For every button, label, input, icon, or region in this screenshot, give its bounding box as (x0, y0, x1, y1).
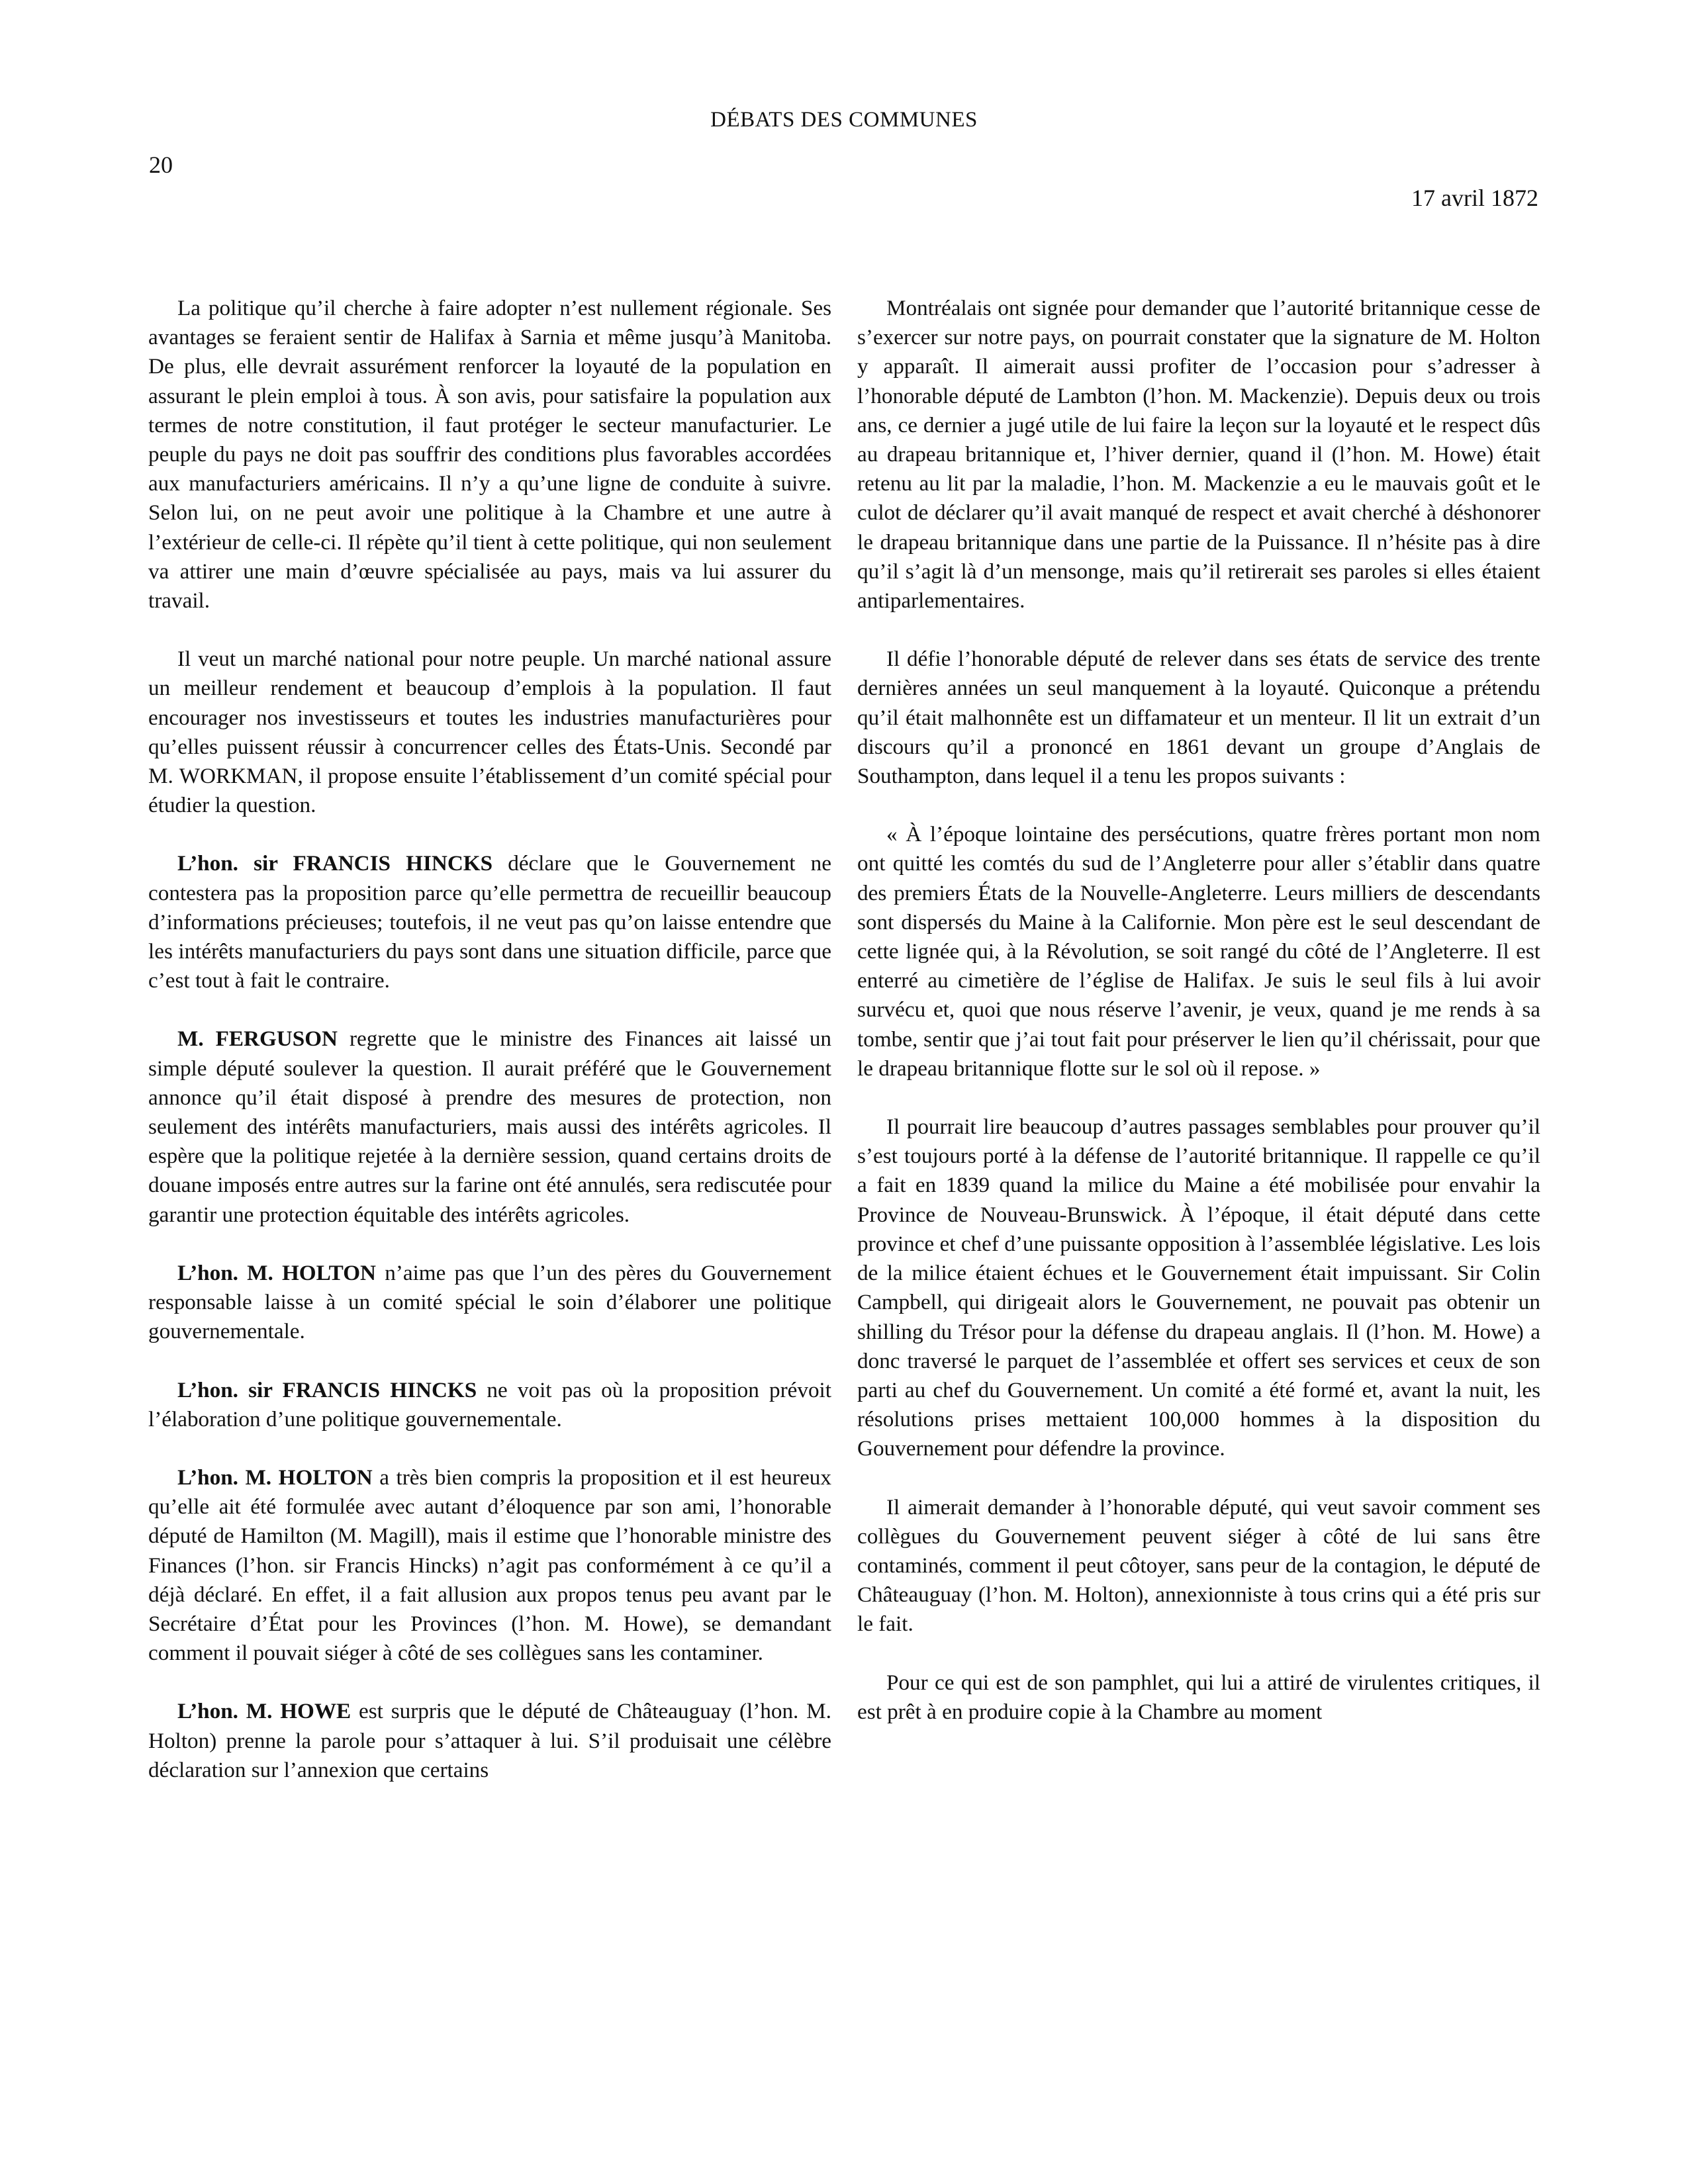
speaker-name: L’hon. M. HOLTON (177, 1465, 373, 1490)
paragraph (857, 294, 1540, 615)
paragraph (857, 645, 1540, 791)
paragraph (148, 1024, 831, 1229)
paragraph-text: « À l’époque lointaine des persécutions, quatre frères portant mon nom ont quitté les comtés du sud de l’Angleterre pour aller s’établir dans quatre des premiers États de la Nouvelle-Angleterre. Leurs milliers de descendants sont dispersés du Maine à la Californie. Mon père est le seul descendant de cette lignée qui, à la Révolution, se soit rangé du côté de l’Angleterre. Il est enterré au cimetière de l’église de Halifax. Je suis le seul fils à lui avoir survécu et, quoi que nous réserve l’avenir, je veux, quand je me rends à sa tombe, sentir que j’ai tout fait pour préserver le lien qu’il chérissait, pour que le drapeau britannique flotte sur le sol où il repose. » (857, 822, 1540, 1081)
paragraph-text: Il défie l’honorable député de relever dans ses états de service des trente dernières années un seul manquement à la loyauté. Quiconque a prétendu qu’il était malhonnête est un diffamateur et un menteur. Il lit un extrait d’un discours qu’il a prononcé en 1861 devant un groupe d’Anglais de Southampton, dans lequel il a tenu les propos suivants : (857, 647, 1540, 789)
paragraph (148, 1376, 831, 1434)
speaker-name: M. FERGUSON (177, 1026, 338, 1052)
quotation-paragraph (857, 820, 1540, 1083)
paragraph-text: n’aime pas que l’un des pères du Gouvernement responsable laisse à un comité spécial le soin d’élaborer une politique gouvernementale. (148, 1260, 831, 1344)
paragraph (857, 1113, 1540, 1463)
speaker-name: L’hon. sir FRANCIS HINCKS (177, 1377, 477, 1402)
paragraph-text: Il veut un marché national pour notre peuple. Un marché national assure un meilleur rendement et beaucoup d’emplois à la population. Il faut encourager nos investisseurs et toutes les industries manufacturières pour qu’elles puissent réussir à concurrencer celles des États-Unis. Secondé par M. WORKMAN, il propose ensuite l’établissement d’un comité spécial pour étudier la question. (148, 647, 831, 818)
right-column (857, 294, 1540, 1756)
speaker-name: L’hon. sir FRANCIS HINCKS (177, 851, 493, 876)
speaker-name: L’hon. M. HOLTON (177, 1260, 376, 1285)
paragraph-text: ne voit pas où la proposition prévoit l’élaboration d’une politique gouvernementale. (148, 1377, 831, 1432)
page-header-title: DÉBATS DES COMMUNES (710, 108, 978, 132)
paragraph-text: La politique qu’il cherche à faire adopter n’est nullement régionale. Ses avantages se feraient sentir de Halifax à Sarnia et même jusqu’à Manitoba. De plus, elle devrait assurément renforcer la loyauté de la population en assurant le plein emploi à tous. À son avis, pour satisfaire la population aux termes de notre constitution, il faut protéger le secteur manufacturier. Le peuple du pays ne doit pas souffrir des conditions plus favorables accordées aux manufacturiers américains. Il n’y a qu’une ligne de conduite à suivre. Selon lui, on ne peut avoir une politique à la Chambre et une autre à l’extérieur de celle-ci. Il répète qu’il tient à cette politique, qui non seulement va attirer une main d’œuvre spécialisée au pays, mais va lui assurer du travail. (148, 296, 831, 614)
paragraph-text: Montréalais ont signée pour demander que l’autorité britannique cesse de s’exercer sur notre pays, on pourrait constater que la signature de M. Holton y apparaît. Il aimerait aussi profiter de l’occasion pour s’adresser à l’honorable député de Lambton (l’hon. M. Mackenzie). Depuis deux ou trois ans, ce dernier a jugé utile de lui faire la leçon sur la loyauté et le respect dûs au drapeau britannique et, l’hiver dernier, quand il (l’hon. M. Howe) était retenu au lit par la maladie, l’hon. M. Mackenzie a eu le mauvais goût et le culot de déclarer qu’il avait manqué de respect et avait cherché à déshonorer le drapeau britannique dans une partie de la Puissance. Il n’hésite pas à dire qu’il s’agit là d’un mensonge, mais qu’il retirerait ses paroles si elles étaient antiparlementaires. (857, 296, 1540, 614)
speaker-name: L’hon. M. HOWE (177, 1699, 352, 1724)
paragraph (148, 294, 831, 615)
paragraph (148, 1259, 831, 1347)
page-date: 17 avril 1872 (1411, 185, 1538, 211)
paragraph-text: Pour ce qui est de son pamphlet, qui lui a attiré de virulentes critiques, il est prêt à en produire copie à la Chambre au moment (857, 1670, 1540, 1724)
page-number: 20 (149, 152, 173, 178)
paragraph (148, 1463, 831, 1668)
paragraph (148, 849, 831, 995)
paragraph-text: Il aimerait demander à l’honorable député, qui veut savoir comment ses collègues du Gouvernement peuvent siéger à côté de lui sans être contaminés, comment il peut côtoyer, sans peur de la contagion, le député de Châteauguay (l’hon. M. Holton), annexionniste à tous crins qui a été pris sur le fait. (857, 1494, 1540, 1637)
paragraph-text: regrette que le ministre des Finances ait laissé un simple député soulever la question. Il aurait préféré que le Gouvernement annonce qu’il était disposé à prendre des mesures de protection, non seulement des intérêts manufacturiers, mais aussi des intérêts agricoles. Il espère que la politique rejetée à la dernière session, quand certains droits de douane imposés entre autres sur la farine ont été annulés, sera rediscutée pour garantir une protection équitable des intérêts agricoles. (148, 1026, 832, 1227)
paragraph (148, 645, 831, 820)
left-column (148, 294, 831, 1814)
paragraph (857, 1668, 1540, 1727)
paragraph-text: est surpris que le député de Châteauguay (l’hon. M. Holton) prenne la parole pour s’attaquer à lui. S’il produisait une célèbre déclaration sur l’annexion que certains (148, 1699, 831, 1782)
paragraph (857, 1493, 1540, 1639)
paragraph-text: Il pourrait lire beaucoup d’autres passages semblables pour prouver qu’il s’est toujours porté à la défense de l’autorité britannique. Il rappelle ce qu’il a fait en 1839 quand la milice du Maine a été mobilisée pour envahir la Province de Nouveau-Brunswick. À l’époque, il était député dans cette province et chef d’une puissante opposition à l’assemblée législative. Les lois de la milice étaient échues et le Gouvernement était impuissant. Sir Colin Campbell, qui dirigeait alors le Gouvernement, ne pouvait pas obtenir un shilling du Trésor pour la défense du drapeau anglais. Il (l’hon. M. Howe) a donc traversé le parquet de l’assemblée et offert ses services et ceux de son parti au chef du Gouvernement. Un comité a été formé et, avant la nuit, les résolutions prises mettaient 100,000 hommes à la disposition du Gouvernement pour défendre la province. (857, 1115, 1540, 1461)
paragraph-text: déclare que le Gouvernement ne contestera pas la proposition parce qu’elle permettra de recueillir beaucoup d’informations précieuses; toutefois, il ne veut pas qu’on laisse entendre que les intérêts manufacturiers du pays sont dans une situation difficile, parce que c’est tout à fait le contraire. (148, 851, 831, 993)
paragraph (148, 1697, 831, 1785)
paragraph-text: a très bien compris la proposition et il est heureux qu’elle ait été formulée avec autant d’éloquence par son ami, l’honorable député de Hamilton (M. Magill), mais il estime que l’honorable ministre des Finances (l’hon. sir Francis Hincks) n’agit pas conformément à ce qu’il a déjà déclaré. En effet, il a fait allusion aux propos tenus peu avant par le Secrétaire d’État pour les Provinces (l’hon. M. Howe), se demandant comment il pouvait siéger à côté de ses collègues sans les contaminer. (148, 1465, 831, 1666)
